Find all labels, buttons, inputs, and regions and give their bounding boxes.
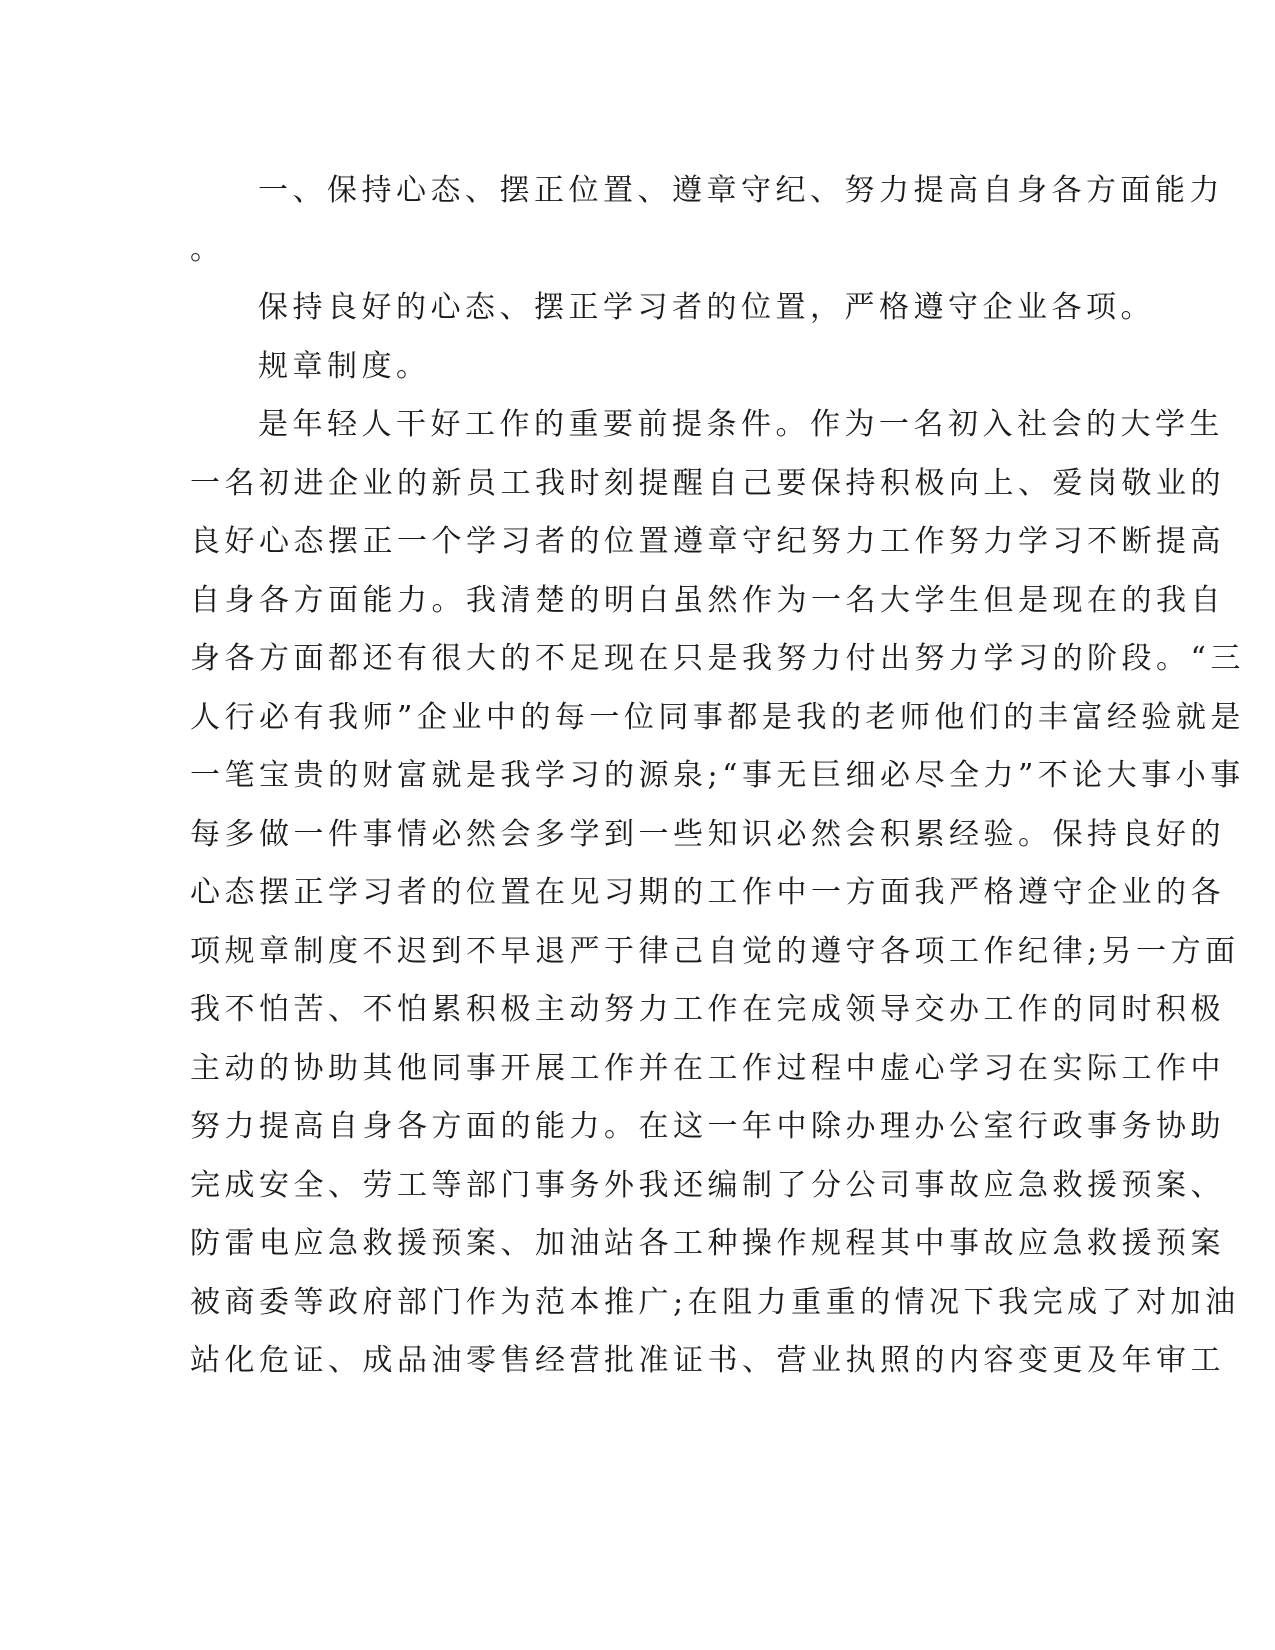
- text-line: 一笔宝贵的财富就是我学习的源泉;“事无巨细必尽全力”不论大事小事: [190, 758, 1245, 793]
- text-line: 规章制度。: [258, 348, 431, 384]
- text-line: 自身各方面能力。我清楚的明白虽然作为一名大学生但是现在的我自: [190, 582, 1225, 618]
- text-line: 每多做一件事情必然会多学到一些知识必然会积累经验。保持良好的: [190, 816, 1225, 852]
- text-line: 保持良好的心态、摆正学习者的位置，严格遵守企业各项。: [258, 290, 1155, 325]
- text-line: 良好心态摆正一个学习者的位置遵章守纪努力工作努力学习不断提高: [190, 524, 1225, 559]
- text-line: 防雷电应急救援预案、加油站各工种操作规程其中事故应急救援预案: [190, 1226, 1225, 1261]
- text-line: 站化危证、成品油零售经营批准证书、营业执照的内容变更及年审工: [190, 1343, 1225, 1378]
- body-text: [190, 162, 1245, 1391]
- text-line: 完成安全、劳工等部门事务外我还编制了分公司事故应急救援预案、: [190, 1167, 1225, 1203]
- text-line: 是年轻人干好工作的重要前提条件。作为一名初入社会的大学生: [258, 407, 1224, 442]
- text-line: 身各方面都还有很大的不足现在只是我努力付出努力学习的阶段。“三: [190, 641, 1245, 676]
- text-line: 主动的协助其他同事开展工作并在工作过程中虚心学习在实际工作中: [190, 1050, 1225, 1086]
- text-line: 一名初进企业的新员工我时刻提醒自己要保持积极向上、爱岗敬业的: [190, 465, 1225, 501]
- text-line: 。: [190, 231, 225, 267]
- text-line: 人行必有我师”企业中的每一位同事都是我的老师他们的丰富经验就是: [190, 699, 1245, 735]
- text-line: 我不怕苦、不怕累积极主动努力工作在完成领导交办工作的同时积极: [190, 992, 1225, 1027]
- text-line: 努力提高自身各方面的能力。在这一年中除办理办公室行政事务协助: [190, 1109, 1225, 1144]
- text-line: 一、保持心态、摆正位置、遵章守纪、努力提高自身各方面能力: [258, 173, 1224, 208]
- text-line: 项规章制度不迟到不早退严于律己自觉的遵守各项工作纪律;另一方面: [190, 933, 1240, 969]
- text-line: 被商委等政府部门作为范本推广;在阻力重重的情况下我完成了对加油: [190, 1284, 1240, 1320]
- text-line: 心态摆正学习者的位置在见习期的工作中一方面我严格遵守企业的各: [190, 875, 1225, 910]
